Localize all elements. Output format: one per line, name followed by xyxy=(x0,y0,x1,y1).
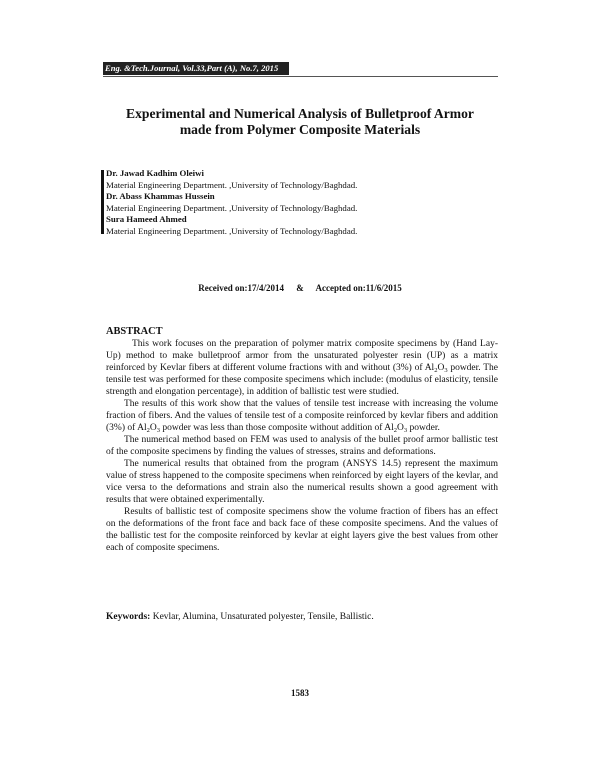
author-affiliation: Material Engineering Department. ,University of Technology/Baghdad. xyxy=(106,225,358,236)
accepted-date: Accepted on:11/6/2015 xyxy=(315,283,402,293)
date-separator: & xyxy=(296,283,304,293)
journal-citation: Eng. &Tech.Journal, Vol.33,Part (A), No.7, 2015 xyxy=(105,63,279,73)
author-affiliation: Material Engineering Department. ,University of Technology/Baghdad. xyxy=(106,202,358,213)
abstract-paragraph: This work focuses on the preparation of polymer matrix composite specimens by (Hand Lay-Up) method to make bulletproof armor from the unsaturated polyester resin (UP) as a matrix reinforced by Kevlar fibers at different volume fractions with and without (3%) of $Al_2O_3$ powder. The tensile test was performed for these composite specimens which include: (modulus of elasticity, tensile strength and elongation percentage), in addition of ballistic test were studied. xyxy=(106,339,498,397)
authors-side-bar xyxy=(101,170,104,234)
header-rule xyxy=(103,76,498,77)
received-date: Received on:17/4/2014 xyxy=(198,283,284,293)
abstract-paragraph: The numerical results that obtained from the program (ANSYS 14.5) represent the maximum value of stress happened to the composite specimens when reinforced by eight layers of the kevlar, and vice versa to the deformations and strain also the numerical results shown a good agreement with results that were obtained experimentally. xyxy=(106,459,498,505)
abstract-body xyxy=(106,338,498,554)
author-name: Dr. Abass Khammas Hussein xyxy=(106,191,215,202)
paper-title xyxy=(100,106,500,138)
author-affiliation: Material Engineering Department. ,University of Technology/Baghdad. xyxy=(106,179,358,190)
abstract-paragraph: The results of this work show that the values of tensile test increase with increasing the volume fraction of fibers. And the values of tensile test of a composite reinforced by kevlar fibers and addition (3%) of $Al_2O_3$ powder was less than those composite without addition of $Al_2O_3$ powder. xyxy=(106,399,498,434)
keywords-text: Kevlar, Alumina, Unsaturated polyester, Tensile, Ballistic. xyxy=(150,612,374,622)
abstract-paragraph: The numerical method based on FEM was used to analysis of the bullet proof armor ballistic test of the composite specimens by finding the values of stresses, strains and deformations. xyxy=(106,435,498,457)
author-name: Dr. Jawad Kadhim Oleiwi xyxy=(106,168,204,178)
title-line-2: made from Polymer Composite Materials xyxy=(179,122,421,137)
page-number: 1583 xyxy=(291,688,309,698)
author-block xyxy=(106,168,357,238)
abstract-paragraph: Results of ballistic test of composite specimens show the volume fraction of fibers has an effect on the deformations of the front face and back face of these composite specimens. And the values of the ballistic test for the composite reinforced by kevlar at eight layers give the best values from other each of composite specimens. xyxy=(106,507,498,553)
submission-dates xyxy=(100,283,500,293)
keywords-label: Keywords: xyxy=(106,612,151,622)
keywords-line xyxy=(106,612,498,622)
title-line-1: Experimental and Numerical Analysis of Bulletproof Armor xyxy=(126,106,474,121)
abstract-heading: ABSTRACT xyxy=(106,326,163,337)
author-name: Sura Hameed Ahmed xyxy=(106,214,187,225)
